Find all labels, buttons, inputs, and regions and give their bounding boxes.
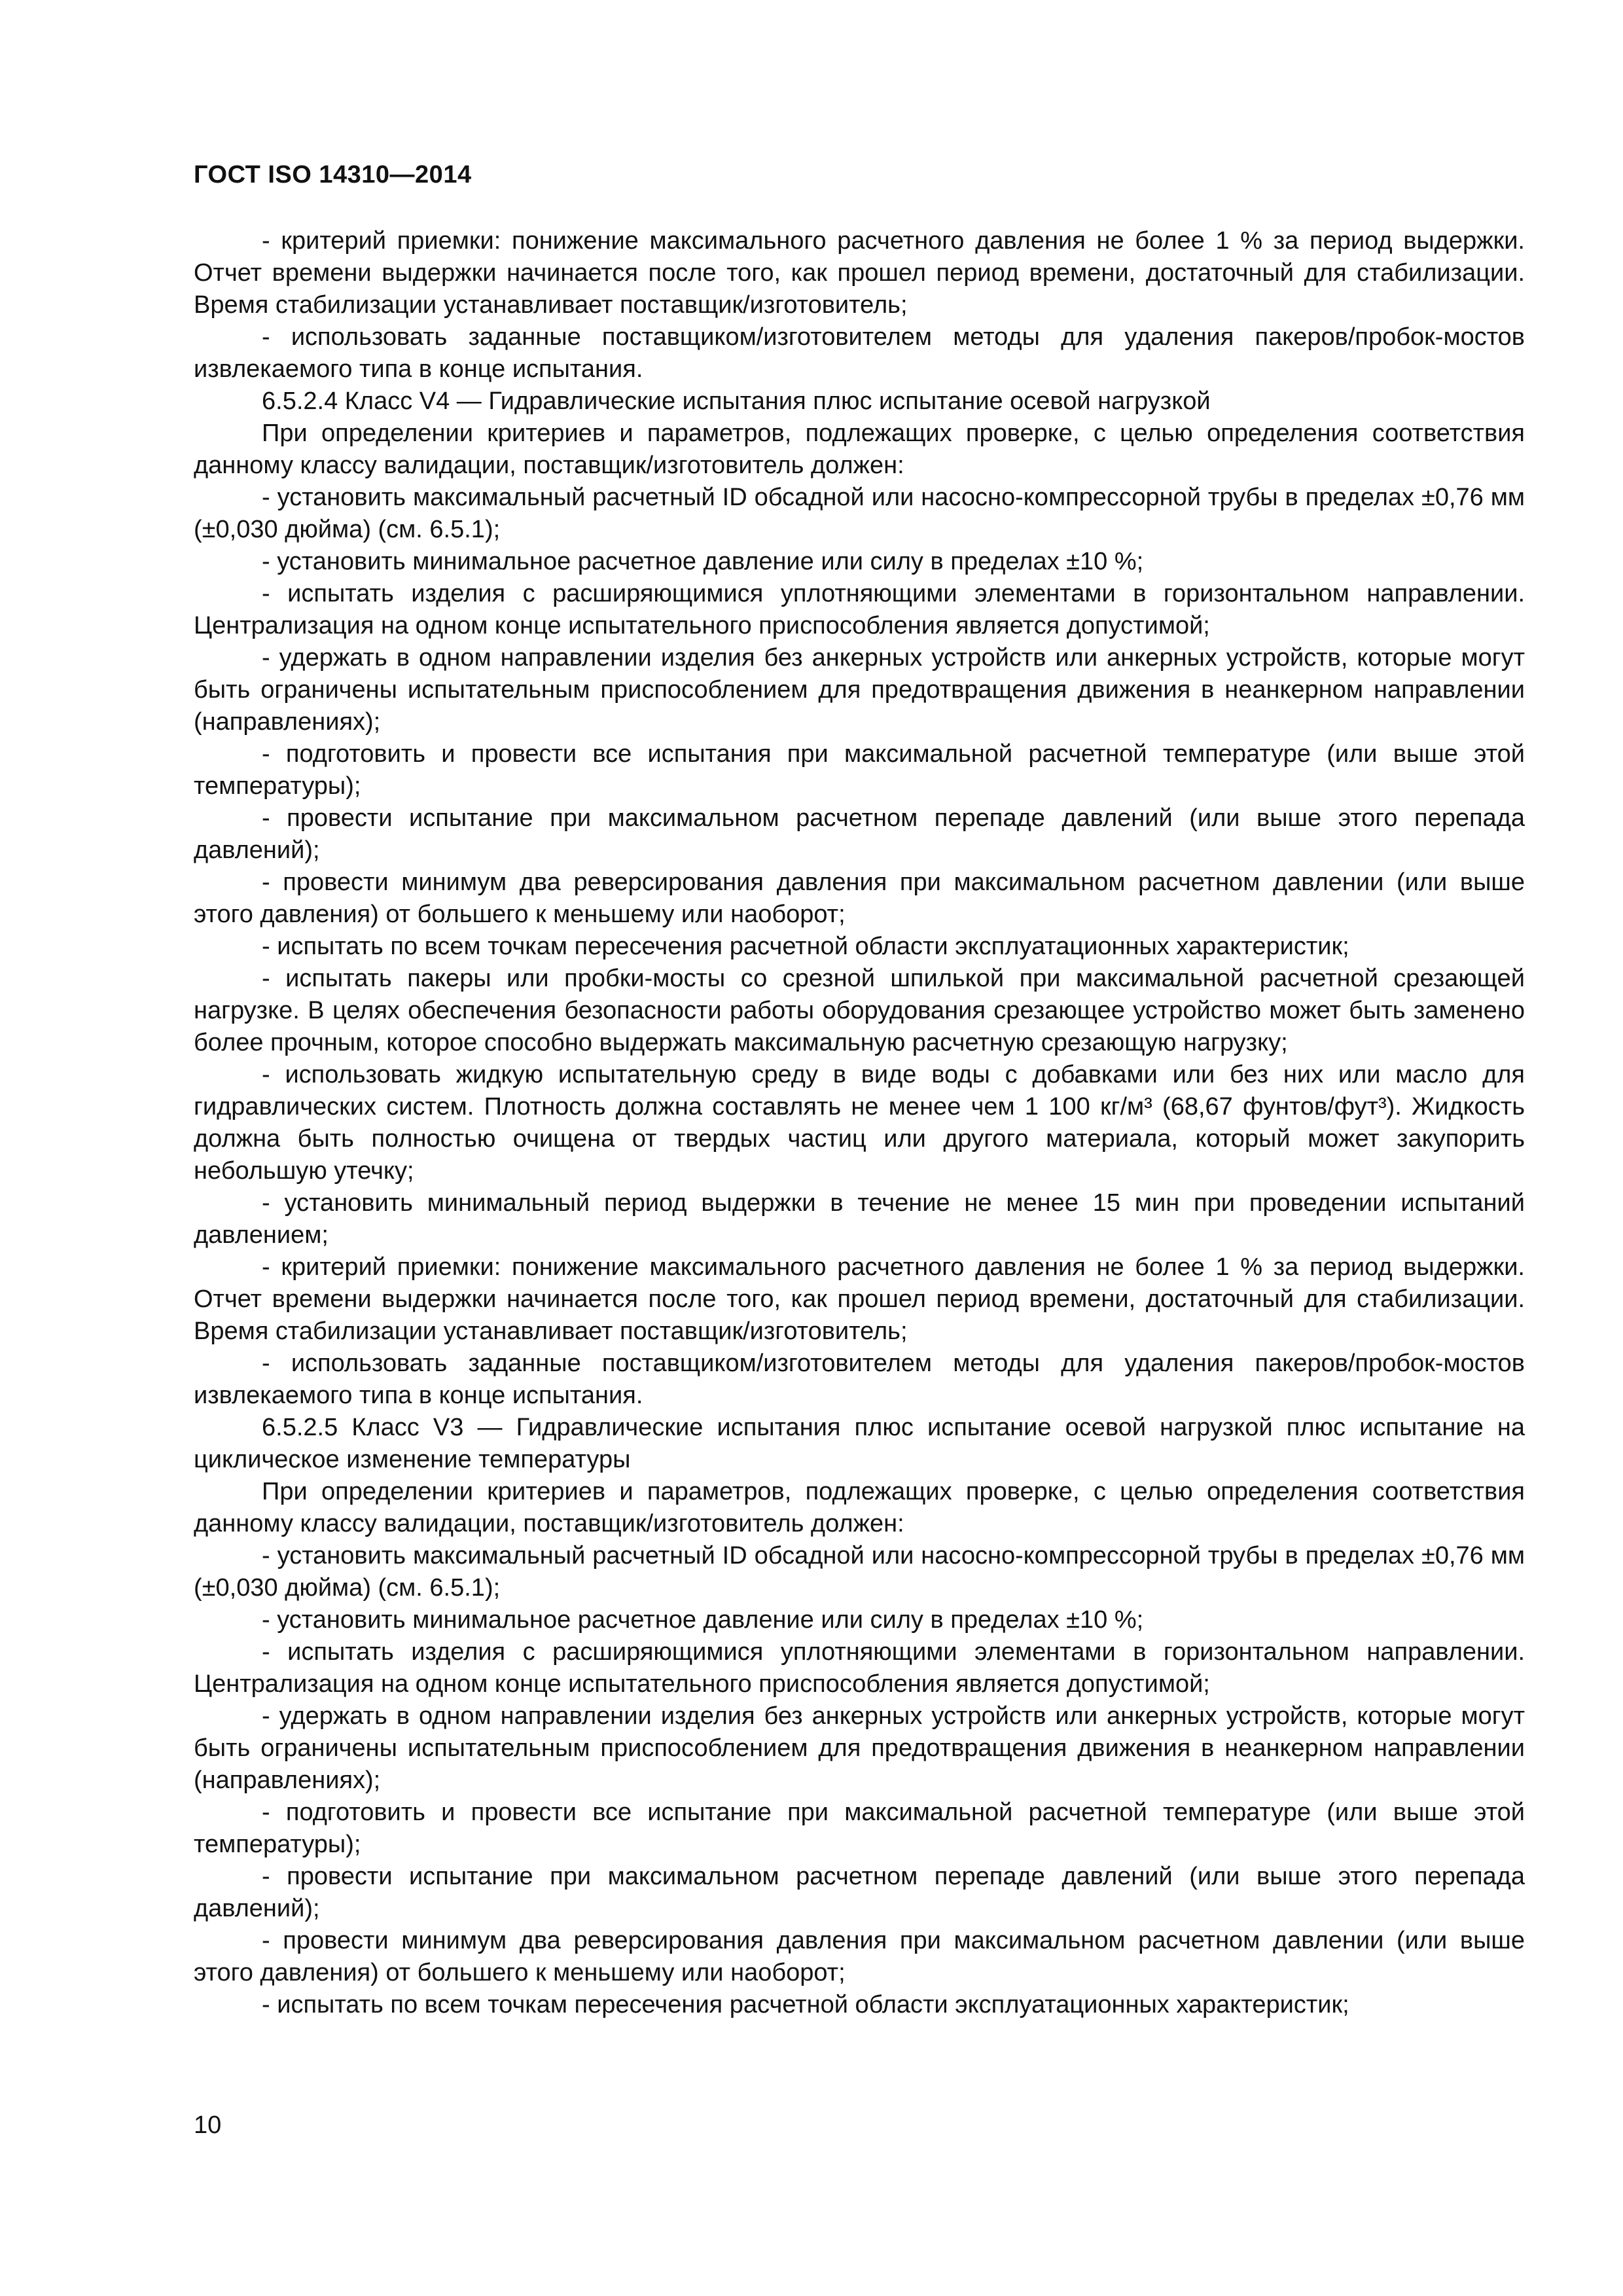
paragraph: - провести испытание при максимальном расчетном перепаде давлений (или выше этого перепада давлений); [194,804,1525,864]
paragraph: - использовать заданные поставщиком/изготовителем методы для удаления пакеров/пробок-мостов извлекаемого типа в конце испытания. [194,1350,1525,1409]
paragraph: - испытать изделия с расширяющимися уплотняющими элементами в горизонтальном направлении. Централизация на одном конце испытательного приспособления является допустимой; [194,580,1525,639]
paragraph: - использовать заданные поставщиком/изготовителем методы для удаления пакеров/пробок-мостов извлекаемого типа в конце испытания. [194,323,1525,383]
document-body [194,225,1525,2021]
paragraph: - испытать изделия с расширяющимися уплотняющими элементами в горизонтальном направлении. Централизация на одном конце испытательного приспособления является допустимой; [194,1638,1525,1698]
paragraph: - установить минимальный период выдержки в течение не менее 15 мин при проведении испытаний давлением; [194,1189,1525,1249]
paragraph: - установить минимальное расчетное давление или силу в пределах ±10 %; [262,548,1144,575]
paragraph: - провести минимум два реверсирования давления при максимальном расчетном давлении (или выше этого давления) от большего к меньшему или наоборот; [194,869,1525,928]
section-heading: 6.5.2.4 Класс V4 — Гидравлические испытания плюс испытание осевой нагрузкой [262,387,1211,415]
paragraph: - провести минимум два реверсирования давления при максимальном расчетном давлении (или выше этого давления) от большего к меньшему или наоборот; [194,1927,1525,1986]
paragraph: - установить максимальный расчетный ID обсадной или насосно-компрессорной трубы в пределах ±0,76 мм (±0,030 дюйма) (см. 6.5.1); [194,1542,1525,1602]
section-heading: 6.5.2.5 Класс V3 — Гидравлические испытания плюс испытание осевой нагрузкой плюс испытание на циклическое изменение температуры [194,1414,1525,1473]
paragraph: При определении критериев и параметров, подлежащих проверке, с целью определения соответствия данному классу валидации, поставщик/изготовитель должен: [194,420,1525,479]
paragraph: - испытать пакеры или пробки-мосты со срезной шпилькой при максимальной расчетной срезающей нагрузке. В целях обеспечения безопасности работы оборудования срезающее устройство может быть заменено более прочным, которое способно выдержать максимальную расчетную срезающую нагрузку; [194,965,1525,1056]
paragraph: - подготовить и провести все испытание при максимальной расчетной температуре (или выше этой температуры); [194,1799,1525,1858]
document-header: ГОСТ ISO 14310—2014 [194,161,472,188]
paragraph: - критерий приемки: понижение максимального расчетного давления не более 1 % за период выдержки. Отчет времени выдержки начинается после того, как прошел период времени, достаточный для стабилизации. Время стабилизации устанавливает поставщик/изготовитель; [194,1253,1525,1345]
paragraph: - испытать по всем точкам пересечения расчетной области эксплуатационных характеристик; [262,1991,1349,2018]
paragraph: - испытать по всем точкам пересечения расчетной области эксплуатационных характеристик; [262,933,1349,960]
paragraph: - использовать жидкую испытательную среду в виде воды с добавками или без них или масло для гидравлических систем. Плотность должна составлять не менее чем 1 100 кг/м³ (68,67 фунтов/фут³). Жидкость должна быть полностью очищена от твердых частиц или другого материала, который может закупорить небольшую утечку; [194,1061,1525,1185]
paragraph: - подготовить и провести все испытания при максимальной расчетной температуре (или выше этой температуры); [194,740,1525,800]
paragraph: - установить максимальный расчетный ID обсадной или насосно-компрессорной трубы в пределах ±0,76 мм (±0,030 дюйма) (см. 6.5.1); [194,484,1525,543]
paragraph: - провести испытание при максимальном расчетном перепаде давлений (или выше этого перепада давлений); [194,1863,1525,1922]
page-number: 10 [194,2111,222,2139]
paragraph: - установить минимальное расчетное давление или силу в пределах ±10 %; [262,1606,1144,1634]
paragraph: - удержать в одном направлении изделия без анкерных устройств или анкерных устройств, которые могут быть ограничены испытательным приспособлением для предотвращения движения в неанкерном направлении (направлениях); [194,1702,1525,1794]
paragraph: При определении критериев и параметров, подлежащих проверке, с целью определения соответствия данному классу валидации, поставщик/изготовитель должен: [194,1478,1525,1537]
paragraph: - удержать в одном направлении изделия без анкерных устройств или анкерных устройств, которые могут быть ограничены испытательным приспособлением для предотвращения движения в неанкерном направлении (направлениях); [194,644,1525,736]
paragraph: - критерий приемки: понижение максимального расчетного давления не более 1 % за период выдержки. Отчет времени выдержки начинается после того, как прошел период времени, достаточный для стабилизации. Время стабилизации устанавливает поставщик/изготовитель; [194,227,1525,319]
